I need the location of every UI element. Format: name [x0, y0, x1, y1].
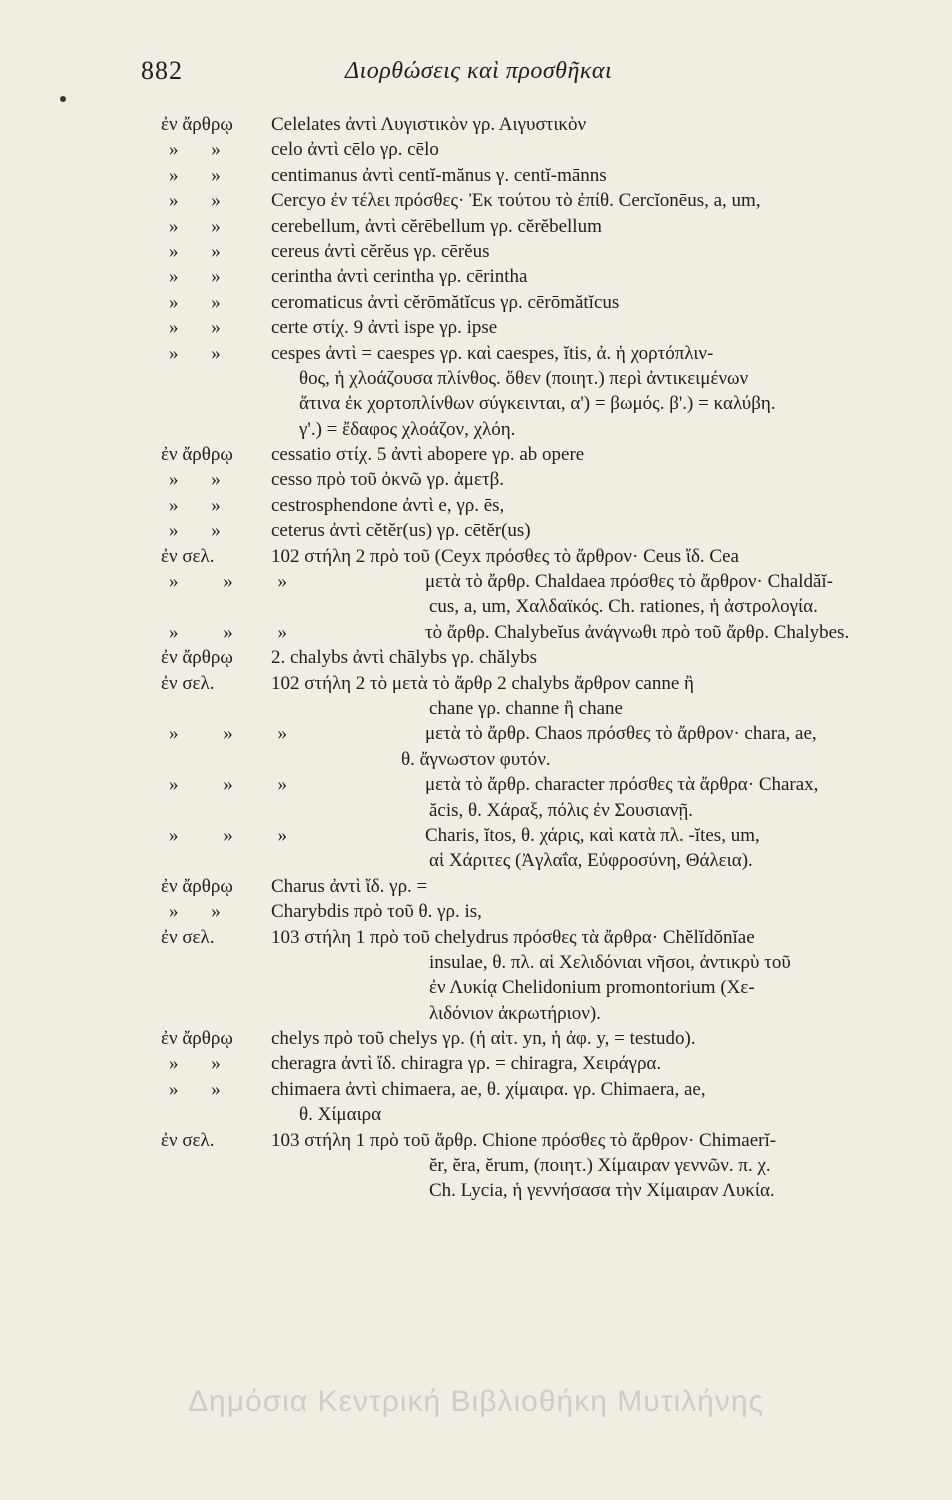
corrections-list — [161, 112, 921, 1204]
entry-text: ăcis, θ. Χάραξ, πόλις ἐν Σουσιανῇ. — [429, 799, 694, 821]
entry-locator: » » — [169, 215, 235, 237]
entry-text: θ. Χίμαιρα — [299, 1104, 382, 1126]
entry-text: ἅτινα ἐκ χορτοπλίνθων σύγκεινται, α') = βωμός. β'.) = καλύβη. — [299, 393, 776, 415]
entry-text: Celelates ἀντὶ Λυγιστικὸν γρ. Αιγυστικὸν — [271, 114, 587, 135]
entry-line — [161, 772, 921, 797]
entry-line — [161, 823, 921, 848]
entry-locator: » » — [169, 291, 235, 313]
entry-line — [161, 315, 921, 340]
entry-locator: » » — [169, 1078, 235, 1100]
entry-text: Cercyo ἐν τέλει πρόσθες· Ἐκ τούτου τὸ ἐπίθ. Cercĭonēus, a, um, — [271, 190, 761, 212]
entry-locator: » » » — [169, 824, 307, 846]
entry-line — [161, 620, 921, 645]
entry-text: cessatio στίχ. 5 ἀντὶ abopere γρ. ab opere — [271, 444, 585, 466]
entry-text: μετὰ τὸ ἄρθρ. Chaldaea πρόσθες τὸ ἄρθρον· Chaldăĭ- — [425, 571, 834, 593]
entry-line — [161, 899, 921, 924]
entry-text: ĕr, ĕra, ĕrum, (ποιητ.) Χίμαιραν γεννῶν. π. χ. — [429, 1155, 771, 1177]
entry-line — [161, 721, 921, 746]
entry-locator: » » — [169, 1053, 235, 1075]
entry-line — [161, 112, 921, 137]
entry-locator: » » — [169, 164, 235, 186]
entry-line — [161, 239, 921, 264]
entry-line — [161, 493, 921, 518]
entry-locator: » » — [169, 190, 235, 212]
entry-locator: ἐν ἄρθρῳ — [161, 647, 233, 669]
entry-locator: ἐν σελ. — [161, 672, 215, 694]
entry-locator: » » — [169, 240, 235, 262]
entry-text: cesso πρὸ τοῦ ὀκνῶ γρ. ἀμετβ. — [271, 469, 504, 491]
entry-text: centimanus ἀντὶ centĭ-mănus γ. centĭ-mānns — [271, 164, 607, 186]
entry-text: Charis, ĭtos, θ. χάρις, καὶ κατὰ πλ. -ĭtes, um, — [425, 824, 760, 846]
entry-line — [161, 645, 921, 670]
entry-locator: » » — [169, 901, 235, 923]
entry-line — [161, 391, 921, 416]
entry-locator: » » — [169, 520, 235, 542]
entry-locator: » » — [169, 139, 235, 161]
entry-locator: » » » — [169, 621, 307, 643]
entry-line — [161, 264, 921, 289]
entry-locator: ἐν σελ. — [161, 1129, 215, 1151]
entry-line — [161, 1077, 921, 1102]
entry-locator: » » — [169, 469, 235, 491]
entry-line — [161, 366, 921, 391]
entry-line — [161, 925, 921, 950]
entry-locator: ἐν ἄρθρῳ — [161, 1028, 233, 1050]
entry-line — [161, 975, 921, 1000]
entry-line — [161, 417, 921, 442]
entry-line — [161, 518, 921, 543]
entry-line — [161, 442, 921, 467]
entry-text: chimaera ἀντὶ chimaera, ae, θ. χίμαιρα. γρ. Chimaera, ae, — [271, 1078, 706, 1100]
entry-text: cheragra ἀντὶ ἴδ. chiragra γρ. = chiragra, Χειράγρα. — [271, 1053, 662, 1075]
entry-text: 103 στήλη 1 πρὸ τοῦ ἄρθρ. Chione πρόσθες τὸ ἄρθρον· Chimaerĭ- — [271, 1129, 777, 1151]
entry-line — [161, 544, 921, 569]
entry-locator: ἐν ἄρθρῳ — [161, 114, 233, 135]
entry-line — [161, 569, 921, 594]
entry-text: ceterus ἀντὶ cĕtĕr(us) γρ. cētĕr(us) — [271, 520, 531, 542]
entry-text: 103 στήλη 1 πρὸ τοῦ chelydrus πρόσθες τὰ ἄρθρα· Chĕlĭdŏnĭae — [271, 926, 755, 948]
entry-line — [161, 1153, 921, 1178]
entry-text: ἐν Λυκίᾳ Chelidonium promontorium (Χε- — [429, 977, 755, 999]
entry-text: τὸ ἄρθρ. Chalybeĭus ἀνάγνωθι πρὸ τοῦ ἄρθρ. Chalybes. — [425, 621, 850, 643]
entry-text: Charybdis πρὸ τοῦ θ. γρ. is, — [271, 901, 482, 923]
entry-line — [161, 1026, 921, 1051]
entry-line — [161, 1128, 921, 1153]
entry-locator: ἐν ἄρθρῳ — [161, 444, 233, 466]
entry-line — [161, 594, 921, 619]
margin-dot — [60, 96, 66, 102]
entry-text: Ch. Lycia, ἡ γεννήσασα τὴν Χίμαιραν Λυκία. — [429, 1180, 775, 1202]
entry-text: cerintha ἀντὶ cerintha γρ. cērintha — [271, 266, 528, 288]
entry-locator: ἐν σελ. — [161, 545, 215, 567]
entry-locator: » » — [169, 266, 235, 288]
entry-text: Charus ἀντὶ ἴδ. γρ. = — [271, 875, 428, 897]
entry-line — [161, 188, 921, 213]
entry-line — [161, 696, 921, 721]
entry-locator: » » » — [169, 571, 307, 593]
entry-line — [161, 163, 921, 188]
entry-line — [161, 1102, 921, 1127]
running-title: Διορθώσεις καὶ προσθῆκαι — [345, 58, 613, 84]
entry-text: 102 στήλη 2 πρὸ τοῦ (Ceyx πρόσθες τὸ ἄρθρον· Ceus ἴδ. Cea — [271, 545, 739, 567]
entry-text: cerebellum, ἀντὶ cĕrēbellum γρ. cĕrĕbellum — [271, 215, 602, 237]
entry-line — [161, 848, 921, 873]
entry-locator: » » — [169, 342, 235, 364]
entry-locator: » » — [169, 317, 235, 339]
entry-locator: » » » — [169, 723, 307, 745]
entry-line — [161, 1051, 921, 1076]
entry-text: chelys πρὸ τοῦ chelys γρ. (ἡ αἰτ. yn, ἡ ἀφ. y, = testudo). — [271, 1028, 696, 1050]
entry-text: 2. chalybs ἀντὶ chālybs γρ. chălybs — [271, 647, 538, 669]
entry-line — [161, 467, 921, 492]
entry-line — [161, 341, 921, 366]
entry-line — [161, 137, 921, 162]
entry-text: μετὰ τὸ ἄρθρ. Chaos πρόσθες τὸ ἄρθρον· chara, ae, — [425, 723, 817, 745]
entry-line — [161, 950, 921, 975]
entry-text: cus, a, um, Χαλδαϊκός. Ch. rationes, ἡ ἀστρολογία. — [429, 596, 818, 618]
entry-locator: ἐν ἄρθρῳ — [161, 875, 233, 897]
entry-locator: ἐν σελ. — [161, 926, 215, 948]
entry-text: cestrosphendone ἀντὶ e, γρ. ēs, — [271, 494, 505, 516]
entry-text: cespes ἀντὶ = caespes γρ. καὶ caespes, ĭtis, ἀ. ἡ χορτόπλιν- — [271, 342, 714, 364]
entry-locator: » » — [169, 494, 235, 516]
entry-line — [161, 671, 921, 696]
entry-text: θος, ἡ χλοάζουσα πλίνθος. ὅθεν (ποιητ.) περὶ ἀντικειμένων — [299, 367, 749, 389]
entry-line — [161, 1001, 921, 1026]
entry-line — [161, 1178, 921, 1203]
entry-line — [161, 747, 921, 772]
entry-text: certe στίχ. 9 ἀντὶ ispe γρ. ipse — [271, 317, 498, 339]
page-header — [0, 56, 952, 96]
entry-text: ceromaticus ἀντὶ cĕrōmătĭcus γρ. cērōmătĭcus — [271, 291, 620, 313]
entry-text: chane γρ. channe ἢ chane — [429, 697, 623, 719]
entry-text: μετὰ τὸ ἄρθρ. character πρόσθες τὰ ἄρθρα· Charax, — [425, 774, 819, 796]
library-watermark: Δημόσια Κεντρική Βιβλιοθήκη Μυτιλήνης — [188, 1385, 764, 1418]
entry-line — [161, 798, 921, 823]
entry-text: 102 στήλη 2 τὸ μετὰ τὸ ἄρθρ 2 chalybs ἄρθρον canne ἢ — [271, 672, 694, 694]
entry-text: insulae, θ. πλ. αἱ Χελιδόνιαι νῆσοι, ἀντικρὺ τοῦ — [429, 951, 791, 973]
entry-text: celo ἀντὶ cēlo γρ. cēlo — [271, 139, 439, 161]
entry-locator: » » » — [169, 774, 307, 796]
entry-line — [161, 290, 921, 315]
entry-text: αἱ Χάριτες (Ἀγλαΐα, Εὐφροσύνη, Θάλεια). — [429, 850, 753, 872]
entry-text: λιδόνιον ἀκρωτήριον). — [429, 1002, 601, 1024]
entry-line — [161, 874, 921, 899]
entry-text: θ. ἄγνωστον φυτόν. — [401, 748, 551, 770]
page-number: 882 — [141, 56, 183, 85]
entry-text: cereus ἀντὶ cĕrĕus γρ. cērĕus — [271, 240, 490, 262]
entry-text: γ'.) = ἔδαφος χλοάζον, χλόη. — [299, 418, 516, 440]
entry-line — [161, 214, 921, 239]
